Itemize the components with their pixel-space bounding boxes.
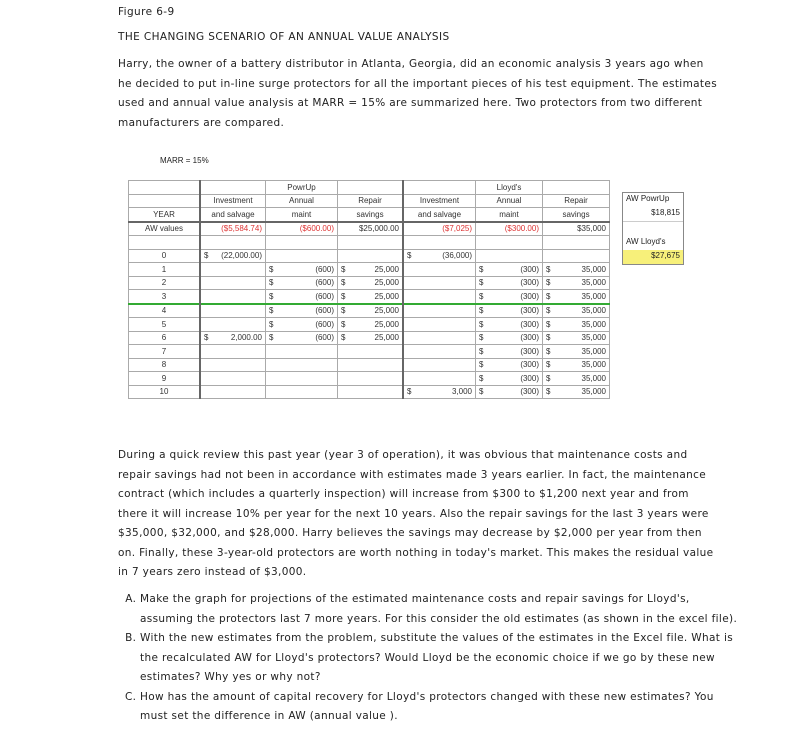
dollar-sign: $ xyxy=(479,360,484,370)
dollar-sign: $ xyxy=(546,319,551,329)
table-row xyxy=(129,331,610,345)
amount: 25,000 xyxy=(374,333,399,343)
review-paragraph: During a quick review this past year (year 3 of operation), it was obvious that maintenance costs and repair savings had not been in accordance with estimates made 3 years earlier. In fact, the maintenance contract (which includes a quarterly inspection) will increase from $300 to $1,200 next year and from there it will increase 10% per year for the next 10 years. Also the repair savings for the last 3 years were $35,000, $32,000, and $28,000. Harry believes the savings may decrease by $2,000 per year from then on. Finally, these 3-year-old protectors are worth nothing in today's market. This makes the residual value in 7 years zero instead of $3,000. xyxy=(118,449,714,578)
value-cell xyxy=(543,331,610,345)
value-cell xyxy=(543,263,610,277)
value-cell xyxy=(476,358,543,372)
header: Annual xyxy=(266,194,338,208)
amount: (300) xyxy=(520,387,539,397)
amount: (600) xyxy=(315,319,334,329)
dollar-sign: $ xyxy=(341,319,346,329)
aw-label: AW values xyxy=(129,222,201,236)
value-cell xyxy=(200,358,266,372)
value-cell xyxy=(266,304,338,318)
value-cell xyxy=(338,331,404,345)
group-powrup: PowrUp xyxy=(266,181,338,195)
dollar-sign: $ xyxy=(546,387,551,397)
aw-value: ($7,025) xyxy=(403,222,476,236)
value-cell xyxy=(403,331,476,345)
table-row xyxy=(129,345,610,359)
value-cell xyxy=(200,345,266,359)
dollar-sign: $ xyxy=(269,264,274,274)
value-cell xyxy=(543,290,610,304)
dollar-sign: $ xyxy=(407,251,412,261)
dollar-sign: $ xyxy=(269,291,274,301)
amount: (300) xyxy=(520,306,539,316)
aw-lloyds-value: $27,675 xyxy=(623,250,683,264)
dollar-sign: $ xyxy=(546,333,551,343)
header: Repair xyxy=(543,194,610,208)
dollar-sign: $ xyxy=(546,346,551,356)
amount: 35,000 xyxy=(581,387,606,397)
year-cell: 7 xyxy=(129,345,201,359)
table-row xyxy=(129,290,610,304)
amount: (600) xyxy=(315,306,334,316)
value-cell xyxy=(476,249,543,263)
dollar-sign: $ xyxy=(341,264,346,274)
value-cell xyxy=(266,318,338,332)
table-row xyxy=(129,358,610,372)
year-cell: 1 xyxy=(129,263,201,277)
amount: (300) xyxy=(520,346,539,356)
year-cell: 3 xyxy=(129,290,201,304)
amount: 25,000 xyxy=(374,319,399,329)
amount: (36,000) xyxy=(442,251,472,261)
value-cell xyxy=(200,249,266,263)
value-cell xyxy=(543,304,610,318)
value-cell xyxy=(543,358,610,372)
table-row xyxy=(129,249,610,263)
value-cell xyxy=(200,276,266,290)
value-cell xyxy=(266,385,338,399)
aw-powrup-value: $18,815 xyxy=(623,207,683,222)
value-cell xyxy=(200,290,266,304)
dollar-sign: $ xyxy=(204,333,209,343)
amount: 35,000 xyxy=(581,346,606,356)
table-row xyxy=(129,385,610,399)
amount: 35,000 xyxy=(581,373,606,383)
aw-summary-box xyxy=(622,192,684,265)
value-cell xyxy=(338,385,404,399)
dollar-sign: $ xyxy=(341,291,346,301)
year-cell: 9 xyxy=(129,372,201,386)
question-b: B. With the new estimates from the problem, substitute the values of the estimates in the Excel file. What is the recalculated AW for Lloyd's protectors? Would Lloyd be the economic choice if we go by these new estimates? Why yes or why not? xyxy=(140,629,740,688)
amount: 2,000.00 xyxy=(230,333,262,343)
dollar-sign: $ xyxy=(341,306,346,316)
table-row xyxy=(129,276,610,290)
value-cell xyxy=(200,263,266,277)
value-cell xyxy=(543,372,610,386)
dollar-sign: $ xyxy=(479,291,484,301)
figure-label: Figure 6-9 xyxy=(118,6,175,18)
dollar-sign: $ xyxy=(546,360,551,370)
aw-lloyds-label: AW Lloyd's xyxy=(626,237,666,246)
value-cell xyxy=(476,290,543,304)
aw-value: ($5,584.74) xyxy=(200,222,266,236)
header: and salvage xyxy=(403,208,476,222)
amount: (300) xyxy=(520,373,539,383)
amount: (300) xyxy=(520,360,539,370)
amount: (300) xyxy=(520,264,539,274)
value-cell xyxy=(476,372,543,386)
value-cell xyxy=(338,276,404,290)
value-cell xyxy=(338,372,404,386)
value-cell xyxy=(266,249,338,263)
dollar-sign: $ xyxy=(479,278,484,288)
group-lloyds: Lloyd's xyxy=(476,181,543,195)
value-cell xyxy=(266,276,338,290)
dollar-sign: $ xyxy=(546,306,551,316)
value-cell xyxy=(476,263,543,277)
value-cell xyxy=(403,358,476,372)
value-cell xyxy=(266,263,338,277)
value-cell xyxy=(200,318,266,332)
year-cell: 6 xyxy=(129,331,201,345)
value-cell xyxy=(476,318,543,332)
header: and salvage xyxy=(200,208,266,222)
year-cell: 2 xyxy=(129,276,201,290)
dollar-sign: $ xyxy=(269,278,274,288)
table-row xyxy=(129,372,610,386)
dollar-sign: $ xyxy=(269,306,274,316)
value-cell xyxy=(476,276,543,290)
header: maint xyxy=(266,208,338,222)
amount: (300) xyxy=(520,333,539,343)
dollar-sign: $ xyxy=(204,251,209,261)
amount: (600) xyxy=(315,278,334,288)
value-cell xyxy=(476,345,543,359)
amount: (300) xyxy=(520,319,539,329)
amount: (300) xyxy=(520,278,539,288)
value-cell xyxy=(200,385,266,399)
header: maint xyxy=(476,208,543,222)
question-list xyxy=(118,590,740,727)
value-cell xyxy=(266,345,338,359)
dollar-sign: $ xyxy=(546,264,551,274)
spreadsheet-table xyxy=(128,180,610,399)
dollar-sign: $ xyxy=(269,319,274,329)
amount: 25,000 xyxy=(374,278,399,288)
dollar-sign: $ xyxy=(546,373,551,383)
value-cell xyxy=(476,385,543,399)
value-cell xyxy=(200,304,266,318)
dollar-sign: $ xyxy=(546,278,551,288)
dollar-sign: $ xyxy=(341,333,346,343)
value-cell xyxy=(543,318,610,332)
value-cell xyxy=(543,385,610,399)
amount: (22,000.00) xyxy=(221,251,262,261)
value-cell xyxy=(338,358,404,372)
amount: 35,000 xyxy=(581,264,606,274)
aw-value: $35,000 xyxy=(543,222,610,236)
aw-powrup-label: AW PowrUp xyxy=(626,194,670,203)
amount: 25,000 xyxy=(374,291,399,301)
header: savings xyxy=(338,208,404,222)
amount: 3,000 xyxy=(451,387,472,397)
aw-value: $25,000.00 xyxy=(338,222,404,236)
dollar-sign: $ xyxy=(479,373,484,383)
value-cell xyxy=(403,263,476,277)
value-cell xyxy=(266,358,338,372)
marr-label: MARR = 15% xyxy=(160,156,209,165)
value-cell xyxy=(338,345,404,359)
year-cell: 0 xyxy=(129,249,201,263)
table-row xyxy=(129,304,610,318)
dollar-sign: $ xyxy=(479,346,484,356)
header: Investment xyxy=(200,194,266,208)
dollar-sign: $ xyxy=(341,278,346,288)
value-cell xyxy=(403,372,476,386)
value-cell xyxy=(403,318,476,332)
header: Repair xyxy=(338,194,404,208)
amount: 35,000 xyxy=(581,360,606,370)
amount: 35,000 xyxy=(581,306,606,316)
value-cell xyxy=(200,331,266,345)
year-cell: 4 xyxy=(129,304,201,318)
value-cell xyxy=(543,249,610,263)
value-cell xyxy=(266,331,338,345)
amount: (300) xyxy=(520,291,539,301)
intro-paragraph: Harry, the owner of a battery distributor in Atlanta, Georgia, did an economic analysis 3 years ago when he decided to put in-line surge protectors for all the important pieces of his test equipment. The estimates used and annual value analysis at MARR = 15% are summarized here. Two protectors from two different manufacturers are compared. xyxy=(118,58,718,129)
value-cell xyxy=(200,372,266,386)
value-cell xyxy=(403,304,476,318)
value-cell xyxy=(403,345,476,359)
figure-title: THE CHANGING SCENARIO OF AN ANNUAL VALUE ANALYSIS xyxy=(118,31,450,43)
value-cell xyxy=(403,249,476,263)
value-cell xyxy=(403,385,476,399)
year-cell: 5 xyxy=(129,318,201,332)
value-cell xyxy=(338,249,404,263)
amount: (600) xyxy=(315,264,334,274)
value-cell xyxy=(476,304,543,318)
dollar-sign: $ xyxy=(479,387,484,397)
value-cell xyxy=(403,290,476,304)
question-c: C. How has the amount of capital recovery for Lloyd's protectors changed with these new estimates? You must set the difference in AW (annual value ). xyxy=(140,688,740,727)
value-cell xyxy=(338,263,404,277)
header: Annual xyxy=(476,194,543,208)
value-cell xyxy=(266,372,338,386)
amount: 35,000 xyxy=(581,291,606,301)
aw-value: ($600.00) xyxy=(266,222,338,236)
dollar-sign: $ xyxy=(269,333,274,343)
amount: (600) xyxy=(315,291,334,301)
dollar-sign: $ xyxy=(407,387,412,397)
amount: 35,000 xyxy=(581,278,606,288)
value-cell xyxy=(266,290,338,304)
value-cell xyxy=(543,276,610,290)
header: Investment xyxy=(403,194,476,208)
header: savings xyxy=(543,208,610,222)
amount: (600) xyxy=(315,333,334,343)
dollar-sign: $ xyxy=(546,291,551,301)
value-cell xyxy=(338,290,404,304)
amount: 25,000 xyxy=(374,264,399,274)
dollar-sign: $ xyxy=(479,319,484,329)
amount: 35,000 xyxy=(581,319,606,329)
value-cell xyxy=(543,345,610,359)
year-cell: 8 xyxy=(129,358,201,372)
value-cell xyxy=(338,304,404,318)
table-row xyxy=(129,263,610,277)
amount: 25,000 xyxy=(374,306,399,316)
dollar-sign: $ xyxy=(479,306,484,316)
header-year: YEAR xyxy=(129,208,201,222)
aw-value: ($300.00) xyxy=(476,222,543,236)
value-cell xyxy=(476,331,543,345)
table-row xyxy=(129,318,610,332)
value-cell xyxy=(338,318,404,332)
year-cell: 10 xyxy=(129,385,201,399)
amount: 35,000 xyxy=(581,333,606,343)
dollar-sign: $ xyxy=(479,333,484,343)
value-cell xyxy=(403,276,476,290)
dollar-sign: $ xyxy=(479,264,484,274)
question-a: A. Make the graph for projections of the estimated maintenance costs and repair savings for Lloyd's, assuming the protectors last 7 more years. For this consider the old estimates (as shown in the excel file). xyxy=(140,590,740,629)
